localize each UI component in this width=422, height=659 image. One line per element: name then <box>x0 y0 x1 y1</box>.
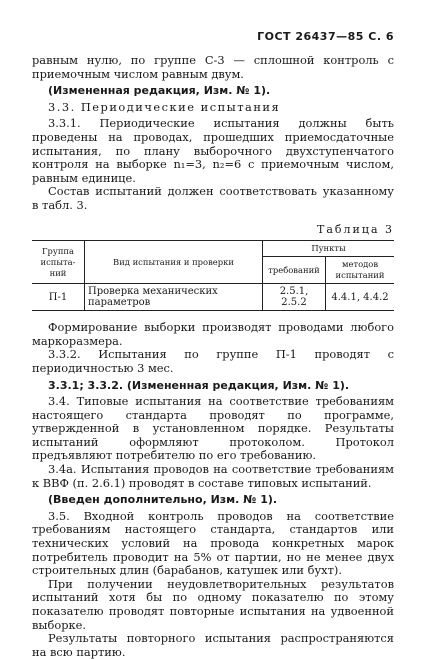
table-caption: Таблица 3 <box>317 222 394 236</box>
paragraph: 3.3.1. Периодические испытания должны быть проведены на проводах, прошедших приемосдаточные испытания, по плану выборочного двухступенчатого контроля на выборке n₁=3, n₂=6 с приемочным числом, равным единице. <box>32 116 394 185</box>
amendment-note: 3.3.1; 3.3.2. (Измененная редакция, Изм. № 1). <box>48 378 350 392</box>
paragraph: равным нулю, по группе С-3 — сплошной контроль с приемочным числом равным двум. <box>32 53 394 81</box>
cell-methods: 4.4.1, 4.4.2 <box>326 284 395 311</box>
paragraph: Формирование выборки производят проводами любого маркоразмера. <box>32 320 394 348</box>
header-type: Вид испытания и проверки <box>85 241 263 284</box>
cell-requirements: 2.5.1, 2.5.2 <box>263 284 326 311</box>
header-requirements: требований <box>263 257 326 284</box>
amendment-note: (Введен дополнительно, Изм. № 1). <box>48 493 278 507</box>
paragraph: 3.4. Типовые испытания на соответствие требованиям настоящего стандарта проводят по программе, утвержденной в установленном порядке. Результаты испытаний оформляют протоколом. Протокол предъявляют потребителю по его требованию. <box>32 394 394 463</box>
header-methods: методов испытаний <box>326 257 395 284</box>
paragraph: 3.3.2. Испытания по группе П-1 проводят с периодичностью 3 мес. <box>32 347 394 375</box>
paragraph: 3.5. Входной контроль проводов на соответствие требованиям настоящего стандарта, стандартов или технических условий на провода конкретных марок потребитель проводит на 5% от партии, но не менее двух строительных длин (барабанов, катушек или бухт). <box>32 508 394 578</box>
paragraph: 3.4a. Испытания проводов на соответствие требованиям к ВВФ (п. 2.6.1) проводят в составе типовых испытаний. <box>32 462 394 490</box>
table-row <box>32 284 394 311</box>
cell-type: Проверка механических параметров <box>85 284 263 311</box>
paragraph: При получении неудовлетворительных результатов испытаний хотя бы по одному показателю по этому показателю проводят повторные испытания на удвоенной выборке. <box>32 576 394 632</box>
page-header: ГОСТ 26437—85 С. 6 <box>257 30 394 43</box>
header-group: Группа испыта-ний <box>32 241 85 284</box>
header-points: Пункты <box>263 241 395 257</box>
amendment-note: (Измененная редакция, Изм. № 1). <box>48 84 271 98</box>
section-heading: 3.3. Периодические испытания <box>48 99 281 114</box>
table-3 <box>32 240 394 311</box>
document-body <box>32 54 394 659</box>
paragraph: Состав испытаний должен соответствовать указанному в табл. 3. <box>32 184 394 212</box>
cell-group: П-1 <box>32 284 85 311</box>
paragraph: Результаты повторного испытания распространяются на всю партию. <box>32 631 394 659</box>
